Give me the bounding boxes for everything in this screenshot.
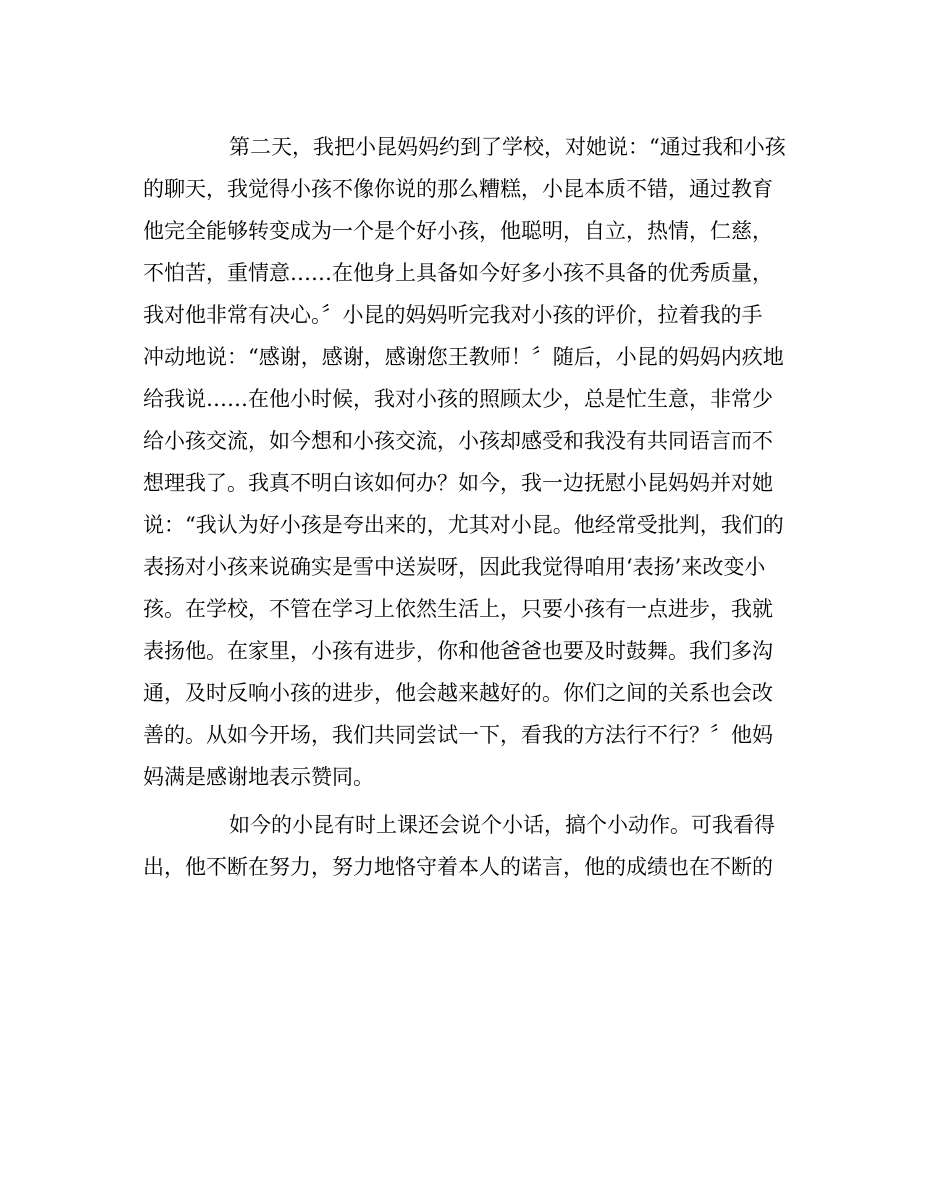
text-line: 冲动地说：“感谢，感谢，感谢您王教师！〞随后，小昆的妈妈内疚地 <box>143 345 784 369</box>
paragraph-1 <box>143 126 823 798</box>
text-line: 想理我了。我真不明白该如何办？如今，我一边抚慰小昆妈妈并对她 <box>143 471 773 495</box>
text-line: 表扬他。在家里，小孩有进步，你和他爸爸也要及时鼓舞。我们多沟 <box>143 639 773 663</box>
text-line: 给我说……在他小时候，我对小孩的照顾太少，总是忙生意，非常少 <box>143 387 773 411</box>
text-line: 善的。从如今开场，我们共同尝试一下，看我的方法行不行？〞他妈 <box>143 723 773 747</box>
text-line: 给小孩交流，如今想和小孩交流，小孩却感受和我没有共同语言而不 <box>143 429 773 453</box>
text-line: 说：“我认为好小孩是夸出来的，尤其对小昆。他经常受批判，我们的 <box>143 513 784 537</box>
text-line: 不怕苦，重情意……在他身上具备如今好多小孩不具备的优秀质量， <box>143 261 773 285</box>
paragraph-2 <box>143 804 823 888</box>
document-body <box>143 126 823 888</box>
text-line: 第二天，我把小昆妈妈约到了学校，对她说：“通过我和小孩 <box>229 135 786 159</box>
text-line: 出，他不断在努力，努力地恪守着本人的诺言，他的成绩也在不断的 <box>143 855 773 879</box>
text-line: 他完全能够转变成为一个是个好小孩，他聪明，自立，热情，仁慈， <box>143 219 773 243</box>
text-line: 妈满是感谢地表示赞同。 <box>143 765 374 789</box>
text-line: 我对他非常有决心。〞小昆的妈妈听完我对小孩的评价，拉着我的手 <box>143 303 763 327</box>
text-line: 孩。在学校，不管在学习上依然生活上，只要小孩有一点进步，我就 <box>143 597 773 621</box>
text-line: 的聊天，我觉得小孩不像你说的那么糟糕，小昆本质不错，通过教育 <box>143 177 773 201</box>
text-line: 通，及时反响小孩的进步，他会越来越好的。你们之间的关系也会改 <box>143 681 773 705</box>
text-line: 表扬对小孩来说确实是雪中送炭呀，因此我觉得咱用‘表扬’来改变小 <box>143 555 766 579</box>
text-line: 如今的小昆有时上课还会说个小话，搞个小动作。可我看得 <box>229 813 775 837</box>
